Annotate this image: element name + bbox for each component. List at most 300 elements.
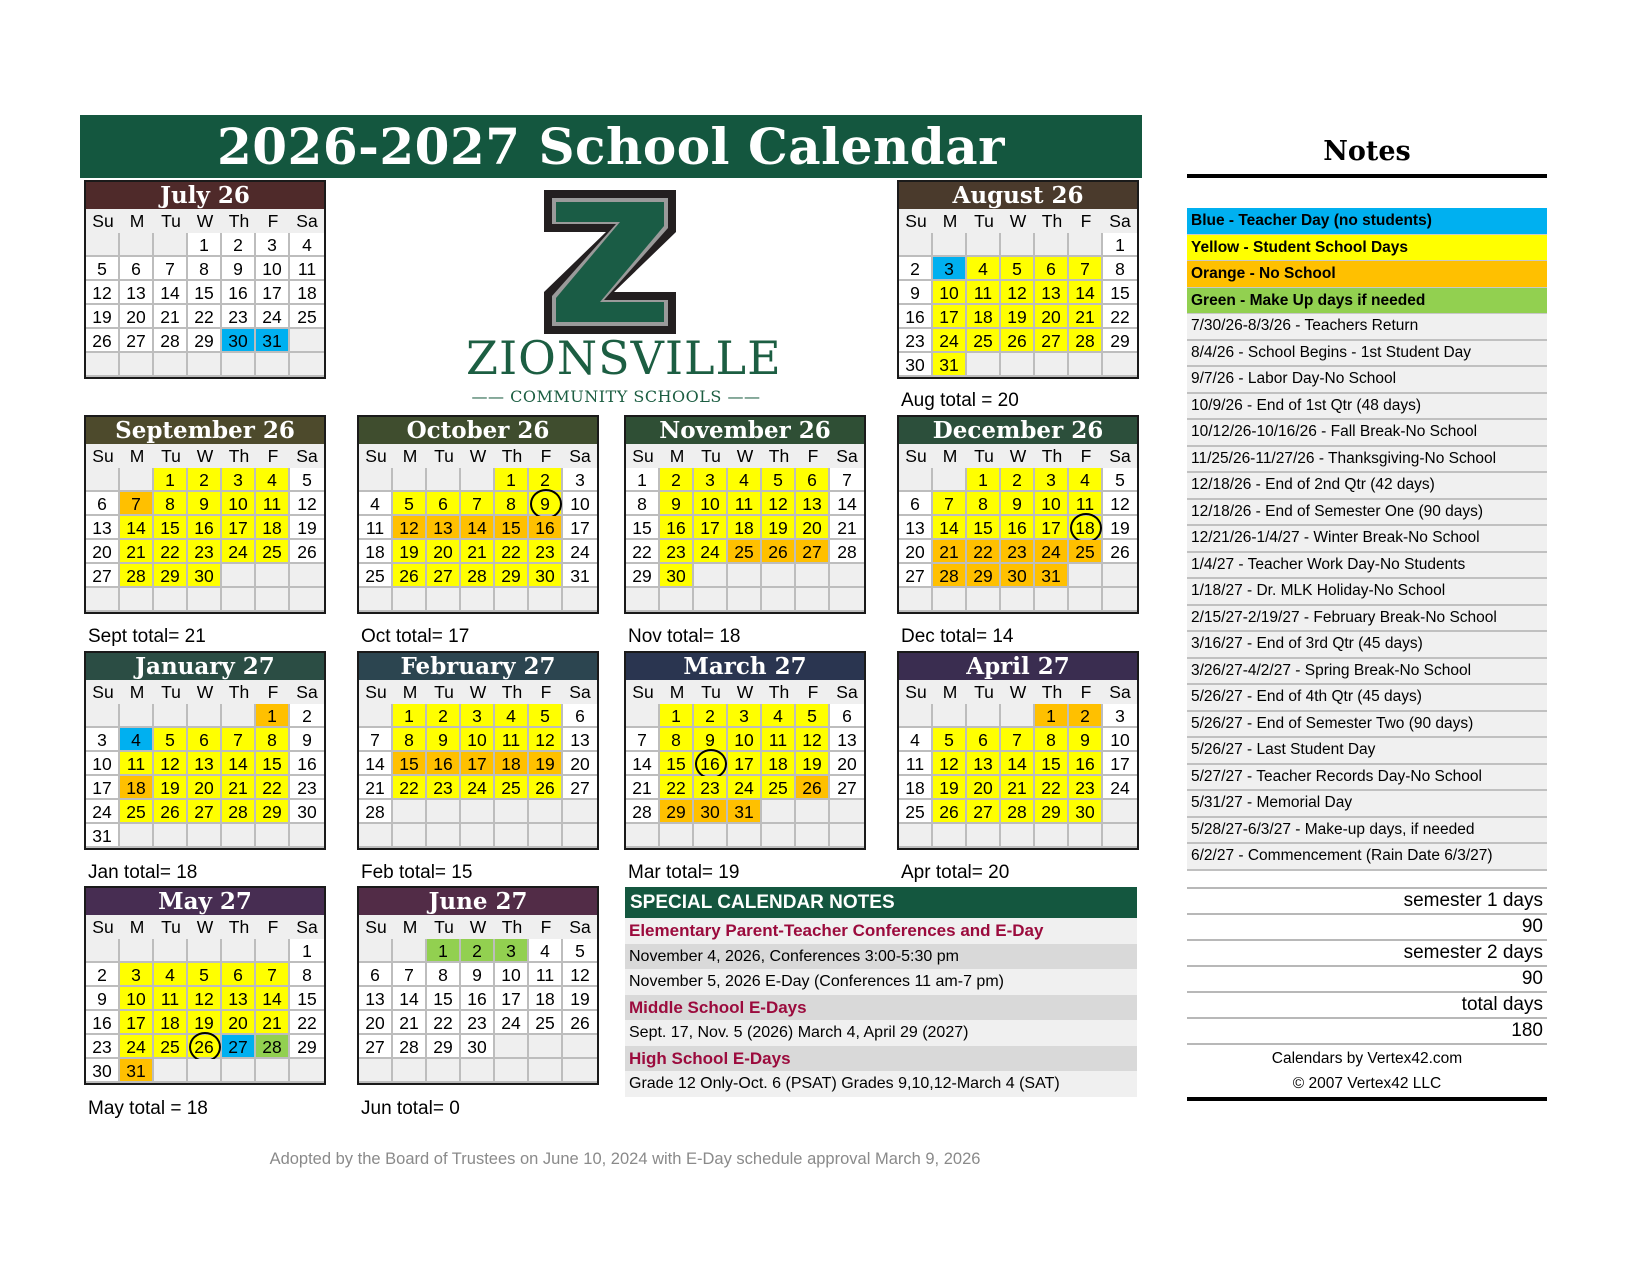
day-cell: 31 [86, 824, 120, 848]
month-january [84, 651, 326, 850]
day-cell: 25 [359, 564, 393, 588]
day-cell: 26 [290, 540, 324, 564]
weekday-label: Tu [701, 446, 721, 466]
day-cell: 24 [86, 800, 120, 824]
day-cell: 16 [1069, 752, 1103, 776]
day-cell: 17 [256, 281, 290, 305]
weekday-label: F [267, 446, 279, 466]
weekday-header [359, 444, 597, 468]
empty-cell [290, 564, 324, 588]
day-cell: 13 [899, 516, 933, 540]
day-cell: 24 [694, 540, 728, 564]
day-cell: 6 [830, 704, 864, 728]
day-grid [359, 468, 597, 612]
empty-cell [256, 1059, 290, 1083]
weekday-label: W [736, 446, 754, 466]
weekday-label: Sa [296, 211, 318, 231]
month-title: July 26 [86, 182, 324, 209]
weekday-label: Tu [161, 682, 181, 702]
empty-cell [222, 564, 256, 588]
note-item: 5/26/27 - End of Semester Two (90 days) [1187, 712, 1547, 739]
empty-cell [1103, 353, 1137, 377]
day-cell: 9 [529, 492, 563, 516]
day-cell: 15 [154, 516, 188, 540]
day-cell: 29 [427, 1035, 461, 1059]
day-cell: 12 [188, 987, 222, 1011]
day-cell: 22 [290, 1011, 324, 1035]
day-cell: 2 [86, 963, 120, 987]
credit-divider [1187, 1097, 1547, 1101]
day-cell: 29 [660, 800, 694, 824]
weekday-label: M [669, 682, 685, 702]
day-cell: 13 [830, 728, 864, 752]
day-cell: 5 [529, 704, 563, 728]
day-cell: 25 [290, 305, 324, 329]
month-title: August 26 [899, 182, 1137, 209]
day-cell: 17 [694, 516, 728, 540]
nov-total: Nov total= 18 [628, 626, 741, 647]
note-item: 7/30/26-8/3/26 - Teachers Return [1187, 314, 1547, 341]
day-cell: 14 [120, 516, 154, 540]
day-cell: 15 [967, 516, 1001, 540]
day-cell: 18 [359, 540, 393, 564]
empty-cell [563, 800, 597, 824]
note-item: 6/2/27 - Commencement (Rain Date 6/3/27) [1187, 844, 1547, 871]
day-cell: 27 [830, 776, 864, 800]
day-cell: 15 [1035, 752, 1069, 776]
weekday-label: Su [632, 682, 654, 702]
semester1-value: 90 [1187, 915, 1547, 941]
empty-cell [154, 939, 188, 963]
day-cell: 2 [660, 468, 694, 492]
empty-cell [1103, 588, 1137, 612]
day-cell: 24 [563, 540, 597, 564]
day-cell: 8 [290, 963, 324, 987]
empty-cell [563, 1035, 597, 1059]
day-cell: 14 [256, 987, 290, 1011]
weekday-label: W [469, 917, 487, 937]
day-cell: 3 [495, 939, 529, 963]
day-cell: 13 [188, 752, 222, 776]
day-cell: 13 [222, 987, 256, 1011]
weekday-label: M [669, 446, 685, 466]
sep-total: Sept total= 21 [88, 626, 206, 647]
empty-cell [529, 1035, 563, 1059]
day-cell: 17 [461, 752, 495, 776]
note-item: 5/28/27-6/3/27 - Make-up days, if needed [1187, 818, 1547, 845]
credit-vertex42: Calendars by Vertex42.com [1271, 1050, 1463, 1067]
day-cell: 25 [256, 540, 290, 564]
day-cell: 3 [1103, 704, 1137, 728]
month-title: October 26 [359, 417, 597, 444]
empty-cell [427, 824, 461, 848]
note-item: 10/12/26-10/16/26 - Fall Break-No School [1187, 420, 1547, 447]
color-legend [1187, 208, 1547, 314]
day-cell: 4 [762, 704, 796, 728]
weekday-label: Tu [974, 211, 994, 231]
day-cell: 10 [1103, 728, 1137, 752]
day-cell: 10 [933, 281, 967, 305]
day-cell: 4 [359, 492, 393, 516]
empty-cell [120, 233, 154, 257]
weekday-label: F [1080, 682, 1092, 702]
day-cell: 9 [694, 728, 728, 752]
day-cell: 17 [86, 776, 120, 800]
day-cell: 17 [222, 516, 256, 540]
day-cell: 26 [1001, 329, 1035, 353]
empty-cell [830, 800, 864, 824]
empty-cell [899, 588, 933, 612]
notes-list [1187, 314, 1547, 871]
weekday-label: W [196, 211, 214, 231]
empty-cell [967, 588, 1001, 612]
day-cell: 19 [290, 516, 324, 540]
month-march [624, 651, 866, 850]
weekday-header [626, 680, 864, 704]
day-cell: 19 [1103, 516, 1137, 540]
day-cell: 21 [933, 540, 967, 564]
day-cell: 22 [626, 540, 660, 564]
day-cell: 3 [461, 704, 495, 728]
special-note-heading: High School E-Days [625, 1046, 1137, 1072]
day-cell: 23 [1069, 776, 1103, 800]
month-october [357, 415, 599, 614]
day-cell: 4 [529, 939, 563, 963]
day-cell: 6 [899, 492, 933, 516]
day-cell: 2 [694, 704, 728, 728]
weekday-label: M [942, 682, 958, 702]
weekday-label: Tu [161, 917, 181, 937]
day-cell: 2 [427, 704, 461, 728]
empty-cell [529, 588, 563, 612]
day-cell: 21 [1001, 776, 1035, 800]
day-cell: 2 [188, 468, 222, 492]
day-cell: 31 [120, 1059, 154, 1083]
empty-cell [830, 824, 864, 848]
weekday-label: Sa [296, 682, 318, 702]
day-cell: 22 [495, 540, 529, 564]
empty-cell [120, 824, 154, 848]
day-cell: 20 [427, 540, 461, 564]
weekday-label: Su [905, 682, 927, 702]
day-cell: 27 [359, 1035, 393, 1059]
empty-cell [222, 704, 256, 728]
empty-cell [393, 939, 427, 963]
empty-cell [899, 468, 933, 492]
empty-cell [359, 704, 393, 728]
day-cell: 29 [495, 564, 529, 588]
day-grid [359, 939, 597, 1083]
notes-title: Notes [1323, 136, 1411, 167]
weekday-label: F [807, 446, 819, 466]
feb-total: Feb total= 15 [361, 862, 473, 883]
day-cell: 5 [796, 704, 830, 728]
day-cell: 15 [660, 752, 694, 776]
day-cell: 26 [393, 564, 427, 588]
empty-cell [120, 704, 154, 728]
day-cell: 1 [256, 704, 290, 728]
day-cell: 9 [290, 728, 324, 752]
day-cell: 7 [626, 728, 660, 752]
empty-cell [1103, 564, 1137, 588]
day-cell: 14 [830, 492, 864, 516]
empty-cell [796, 588, 830, 612]
day-cell: 3 [728, 704, 762, 728]
day-cell: 26 [933, 800, 967, 824]
empty-cell [427, 588, 461, 612]
day-cell: 29 [1035, 800, 1069, 824]
day-cell: 12 [762, 492, 796, 516]
day-cell: 13 [1035, 281, 1069, 305]
weekday-label: Th [501, 917, 523, 937]
day-cell: 18 [256, 516, 290, 540]
weekday-header [86, 444, 324, 468]
day-cell: 30 [1001, 564, 1035, 588]
empty-cell [694, 564, 728, 588]
day-cell: 19 [762, 516, 796, 540]
day-cell: 14 [933, 516, 967, 540]
empty-cell [222, 588, 256, 612]
legend-item: Green - Make Up days if needed [1187, 288, 1547, 315]
note-item: 3/16/27 - End of 3rd Qtr (45 days) [1187, 632, 1547, 659]
weekday-label: Sa [569, 917, 591, 937]
day-cell: 29 [154, 564, 188, 588]
day-cell: 18 [154, 1011, 188, 1035]
day-cell: 4 [120, 728, 154, 752]
empty-cell [1035, 353, 1069, 377]
empty-cell [967, 353, 1001, 377]
weekday-label: F [1080, 211, 1092, 231]
day-cell: 6 [188, 728, 222, 752]
weekday-label: M [129, 682, 145, 702]
special-note-text: Sept. 17, Nov. 5 (2026) March 4, April 29 (2027) [625, 1020, 1137, 1046]
day-cell: 10 [495, 963, 529, 987]
empty-cell [120, 939, 154, 963]
empty-cell [563, 1059, 597, 1083]
month-title: June 27 [359, 888, 597, 915]
empty-cell [359, 939, 393, 963]
day-cell: 4 [154, 963, 188, 987]
note-item: 5/27/27 - Teacher Records Day-No School [1187, 765, 1547, 792]
day-cell: 1 [1035, 704, 1069, 728]
empty-cell [154, 1059, 188, 1083]
empty-cell [86, 704, 120, 728]
day-cell: 19 [796, 752, 830, 776]
day-cell: 9 [188, 492, 222, 516]
empty-cell [626, 704, 660, 728]
special-notes-header: SPECIAL CALENDAR NOTES [625, 887, 1137, 918]
day-cell: 25 [154, 1035, 188, 1059]
empty-cell [762, 824, 796, 848]
day-cell: 6 [967, 728, 1001, 752]
note-item: 5/26/27 - End of 4th Qtr (45 days) [1187, 685, 1547, 712]
weekday-header [899, 444, 1137, 468]
empty-cell [222, 353, 256, 377]
day-cell: 18 [529, 987, 563, 1011]
day-cell: 1 [427, 939, 461, 963]
month-title: May 27 [86, 888, 324, 915]
day-cell: 7 [359, 728, 393, 752]
day-cell: 25 [728, 540, 762, 564]
day-cell: 16 [188, 516, 222, 540]
day-cell: 28 [256, 1035, 290, 1059]
day-cell: 16 [290, 752, 324, 776]
empty-cell [1103, 824, 1137, 848]
day-cell: 6 [563, 704, 597, 728]
empty-cell [796, 824, 830, 848]
month-title: February 27 [359, 653, 597, 680]
day-cell: 5 [86, 257, 120, 281]
day-cell: 1 [1103, 233, 1137, 257]
day-cell: 18 [728, 516, 762, 540]
weekday-header [359, 680, 597, 704]
day-cell: 15 [256, 752, 290, 776]
jan-total: Jan total= 18 [88, 862, 198, 883]
day-cell: 18 [967, 305, 1001, 329]
day-cell: 13 [427, 516, 461, 540]
empty-cell [1069, 564, 1103, 588]
day-cell: 12 [86, 281, 120, 305]
empty-cell [830, 564, 864, 588]
day-cell: 11 [967, 281, 1001, 305]
day-cell: 6 [222, 963, 256, 987]
empty-cell [495, 800, 529, 824]
z-logo-icon [542, 188, 678, 336]
day-cell: 27 [1035, 329, 1069, 353]
empty-cell [529, 824, 563, 848]
day-cell: 28 [933, 564, 967, 588]
day-cell: 21 [256, 1011, 290, 1035]
weekday-label: F [540, 446, 552, 466]
empty-cell [86, 588, 120, 612]
month-december [897, 415, 1139, 614]
empty-cell [222, 939, 256, 963]
day-cell: 2 [222, 233, 256, 257]
day-cell: 22 [660, 776, 694, 800]
day-cell: 24 [1103, 776, 1137, 800]
day-cell: 25 [899, 800, 933, 824]
day-cell: 24 [461, 776, 495, 800]
month-april [897, 651, 1139, 850]
legend-item: Blue - Teacher Day (no students) [1187, 208, 1547, 235]
day-cell: 16 [461, 987, 495, 1011]
day-cell: 18 [495, 752, 529, 776]
day-cell: 10 [86, 752, 120, 776]
day-cell: 23 [427, 776, 461, 800]
school-logo [466, 183, 782, 408]
empty-cell [1035, 824, 1069, 848]
day-cell: 21 [1069, 305, 1103, 329]
weekday-label: F [1080, 446, 1092, 466]
month-title: March 27 [626, 653, 864, 680]
day-cell: 8 [427, 963, 461, 987]
empty-cell [495, 588, 529, 612]
weekday-label: M [129, 917, 145, 937]
day-cell: 7 [222, 728, 256, 752]
day-cell: 8 [256, 728, 290, 752]
weekday-label: W [196, 682, 214, 702]
day-cell: 1 [495, 468, 529, 492]
empty-cell [563, 824, 597, 848]
day-cell: 14 [154, 281, 188, 305]
day-cell: 30 [461, 1035, 495, 1059]
day-cell: 22 [256, 776, 290, 800]
day-cell: 28 [1069, 329, 1103, 353]
weekday-label: Tu [161, 446, 181, 466]
day-cell: 7 [461, 492, 495, 516]
day-cell: 23 [899, 329, 933, 353]
day-cell: 2 [1001, 468, 1035, 492]
day-cell: 5 [933, 728, 967, 752]
weekday-label: Su [365, 446, 387, 466]
weekday-header [86, 209, 324, 233]
day-cell: 14 [393, 987, 427, 1011]
day-cell: 1 [967, 468, 1001, 492]
day-cell: 21 [461, 540, 495, 564]
day-cell: 23 [660, 540, 694, 564]
day-grid [86, 939, 324, 1083]
empty-cell [461, 800, 495, 824]
empty-cell [86, 939, 120, 963]
weekday-label: F [267, 211, 279, 231]
empty-cell [495, 824, 529, 848]
weekday-label: Su [92, 682, 114, 702]
day-cell: 28 [1001, 800, 1035, 824]
day-cell: 13 [563, 728, 597, 752]
day-cell: 15 [393, 752, 427, 776]
total-days-value: 180 [1187, 1019, 1547, 1045]
weekday-label: M [942, 211, 958, 231]
day-cell: 20 [86, 540, 120, 564]
weekday-label: W [1009, 682, 1027, 702]
day-cell: 20 [899, 540, 933, 564]
day-cell: 2 [461, 939, 495, 963]
empty-cell [830, 588, 864, 612]
day-cell: 22 [427, 1011, 461, 1035]
weekday-label: Th [501, 682, 523, 702]
day-cell: 4 [899, 728, 933, 752]
empty-cell [495, 1035, 529, 1059]
day-cell: 27 [86, 564, 120, 588]
day-cell: 3 [933, 257, 967, 281]
day-cell: 10 [222, 492, 256, 516]
empty-cell [933, 588, 967, 612]
day-cell: 10 [694, 492, 728, 516]
day-cell: 24 [120, 1035, 154, 1059]
day-cell: 28 [393, 1035, 427, 1059]
empty-cell [393, 824, 427, 848]
day-cell: 6 [1035, 257, 1069, 281]
weekday-header [626, 444, 864, 468]
day-cell: 11 [762, 728, 796, 752]
day-cell: 1 [626, 468, 660, 492]
month-november [624, 415, 866, 614]
empty-cell [393, 800, 427, 824]
empty-cell [899, 233, 933, 257]
day-cell: 22 [1103, 305, 1137, 329]
note-item: 8/4/26 - School Begins - 1st Student Day [1187, 341, 1547, 368]
special-note-heading: Elementary Parent-Teacher Conferences and E-Day [625, 918, 1137, 944]
empty-cell [256, 939, 290, 963]
day-cell: 7 [256, 963, 290, 987]
empty-cell [967, 824, 1001, 848]
weekday-label: F [540, 917, 552, 937]
day-cell: 19 [933, 776, 967, 800]
day-cell: 1 [393, 704, 427, 728]
day-cell: 4 [967, 257, 1001, 281]
day-cell: 4 [1069, 468, 1103, 492]
day-cell: 30 [694, 800, 728, 824]
